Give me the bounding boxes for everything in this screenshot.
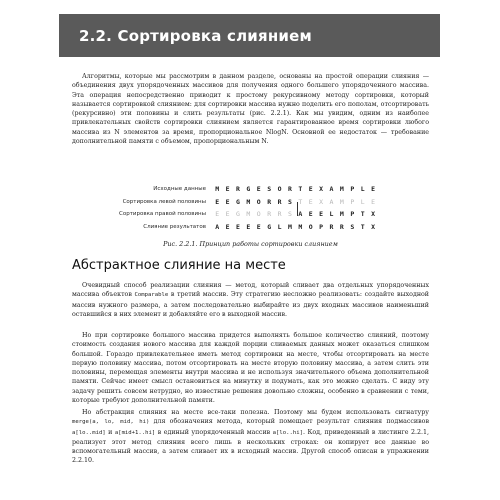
diagram-letter: P [350,210,355,218]
diagram-letter: E [236,222,240,231]
merge-diagram [96,184,416,236]
intro-text: Алгоритмы, которые мы рассмотрим в данном разделе, основаны на простой операции слияния — объединения двух упорядоченных массивов для получения одного большего упорядоченного массива. Эта операция непосредственно приводит к простому рекурсивному методу сортировки, который называется сортировкой слиянием: для сортировки массива нужно поделить его пополам, отсортировать (рекурсивно) эти половины и слить результаты (рис. 2.2.1). Как мы увидим, одним из наиболее привлекательных свойств сортировки слиянием является гарантированное время сортировки любого массива из N элементов за время, пропорциональное NlogN. Основной ее недостаток — требование дополнительной памяти с объемом, пропорциональным N. [72,73,429,146]
p2-text: Но при сортировке большого массива придется выполнять большое количество слияний, поэтому стоимость создания нового массива для каждой порции сливаемых данных может оказаться слишком большой. Гораздо привлекательнее иметь метод сортировки на месте, чтобы отсортировать на месте первую половину массива, потом отсортировать на месте вторую половину массива, а затем слить эти половины, перемещая элементы внутри массива и не используя значительного объема дополнительной памяти. Сейчас имеет смысл остановиться на минутку и подумать, как это можно сделать. С виду эту задачу решить совсем нетрудно, но известные решения довольно сложны, особенно в сравнении с теми, которые требуют дополнительной памяти. [72,332,429,405]
diagram-letter: G [267,222,272,231]
diagram-letter: O [277,185,282,193]
p3-code-4: a[lo..hi] [272,429,303,436]
diagram-letter: X [371,210,376,218]
diagram-letter: R [329,222,334,231]
diagram-letters [212,185,378,193]
diagram-letter: R [339,222,344,231]
diagram-letter: R [277,197,282,206]
diagram-letter: X [319,185,324,193]
diagram-letter: A [215,222,220,231]
diagram-letter: E [256,222,261,231]
diagram-letter: M [298,222,303,231]
p3-text-c: и [105,428,115,436]
diagram-letter: G [236,210,240,218]
diagram-letter: E [246,222,251,231]
diagram-letter: E [225,210,230,218]
diagram-letter: R [277,210,282,218]
diagram-letter: E [256,185,261,193]
diagram-letter: X [319,197,324,206]
diagram-letter: L [360,197,365,206]
diagram-letter: E [308,185,313,193]
diagram-letter: E [308,210,313,218]
diagram-letter: M [246,197,251,206]
diagram-letter: L [277,222,282,231]
diagram-letter: E [308,197,313,206]
diagram-letter: X [371,222,376,231]
body-paragraph-2 [72,331,429,405]
diagram-letter: S [287,197,292,206]
diagram-letter: P [350,197,355,206]
diagram-letters [212,223,378,231]
diagram-letter: M [339,197,344,206]
diagram-letter: E [215,197,220,206]
diagram-row [96,209,378,219]
diagram-letter: G [236,197,240,206]
diagram-row [96,184,378,194]
diagram-row [96,197,378,207]
diagram-letter: E [319,210,324,218]
p3-text-d: в единый упорядоченный массив [155,428,273,436]
body-paragraph-1 [72,281,429,319]
diagram-letter: M [215,185,220,193]
diagram-letter: M [339,210,344,218]
diagram-letter: T [360,222,365,231]
diagram-letter: S [350,222,355,231]
intro-paragraph [72,72,429,146]
diagram-row [96,222,378,232]
diagram-letter: O [256,210,261,218]
p3-code-2: a[lo..mid] [72,429,106,436]
p1-code: Comparable [134,292,169,299]
diagram-letter: R [267,197,272,206]
diagram-letter: E [371,197,376,206]
section-header-bar [59,14,440,57]
diagram-letter: L [329,210,334,218]
p3-code-3: a[mid+1..hi] [114,429,156,436]
diagram-letter: A [298,210,303,218]
diagram-letters [212,198,378,206]
p1-text-b: в третий массив. Эту стратегию несложно реализовать: создайте выходной массив нужного размера, а затем последовательно выбирайте из двух входных массивов наименьший оставшийся в них элемент и добавляйте его в выходной массив. [72,291,429,318]
diagram-letter: A [329,185,334,193]
section-title: 2.2. Сортировка слиянием [79,26,312,45]
diagram-letter: T [298,185,303,193]
p3-code-1: merge(a, lo, mid, hi) [72,419,150,426]
diagram-letter: P [319,222,324,231]
diagram-row-label: Слияние результатов [143,223,206,230]
p3-text-e: . Код, приведенный в листинге 2.2.1, реализует этот метод слияния всего лишь в нескольких строках: он копирует все данные во вспомогательный массив, а затем сливает их в исходный массив. Другой способ описан в упражнении 2.2.10. [72,428,429,465]
p1-text-a: Очевидный способ реализации слияния — метод, который сливает два отдельных упорядоченных массива объектов [72,282,429,299]
diagram-letters [212,210,378,218]
diagram-letter: G [246,185,251,193]
diagram-letter: L [360,185,365,193]
p3-text-a: Но абстракция слияния на месте все-таки полезна. Поэтому мы будем использовать сигнатуру [82,409,429,416]
diagram-letter: M [246,210,251,218]
diagram-letter: E [225,222,230,231]
diagram-letter: E [215,210,220,218]
p3-text-b: для обозначения метода, который помещает результат слияния подмассивов [149,418,429,426]
subsection-heading: Абстрактное слияние на месте [72,258,286,273]
diagram-row-label: Сортировка правой половины [119,211,206,217]
diagram-letter: O [256,197,261,206]
diagram-letter: O [308,222,313,231]
diagram-letter: M [287,222,292,231]
diagram-letter: P [350,185,355,193]
diagram-row-label: Исходные данные [153,186,206,192]
diagram-row-label: Сортировка левой половины [122,198,206,205]
diagram-letter: M [339,185,344,193]
figure-caption: Рис. 2.2.1. Принцип работы сортировки слиянием [163,240,338,248]
diagram-letter: E [225,197,230,206]
diagram-letter: A [329,197,334,206]
diagram-letter: E [225,185,230,193]
diagram-letter: R [287,185,292,193]
diagram-letter: T [298,197,303,206]
diagram-letter: E [371,185,376,193]
diagram-letter: S [267,185,272,193]
body-paragraph-3 [72,408,429,466]
diagram-letter: R [236,185,240,193]
diagram-letter: R [267,210,272,218]
diagram-letter: S [287,210,292,218]
diagram-letter: T [360,210,365,218]
